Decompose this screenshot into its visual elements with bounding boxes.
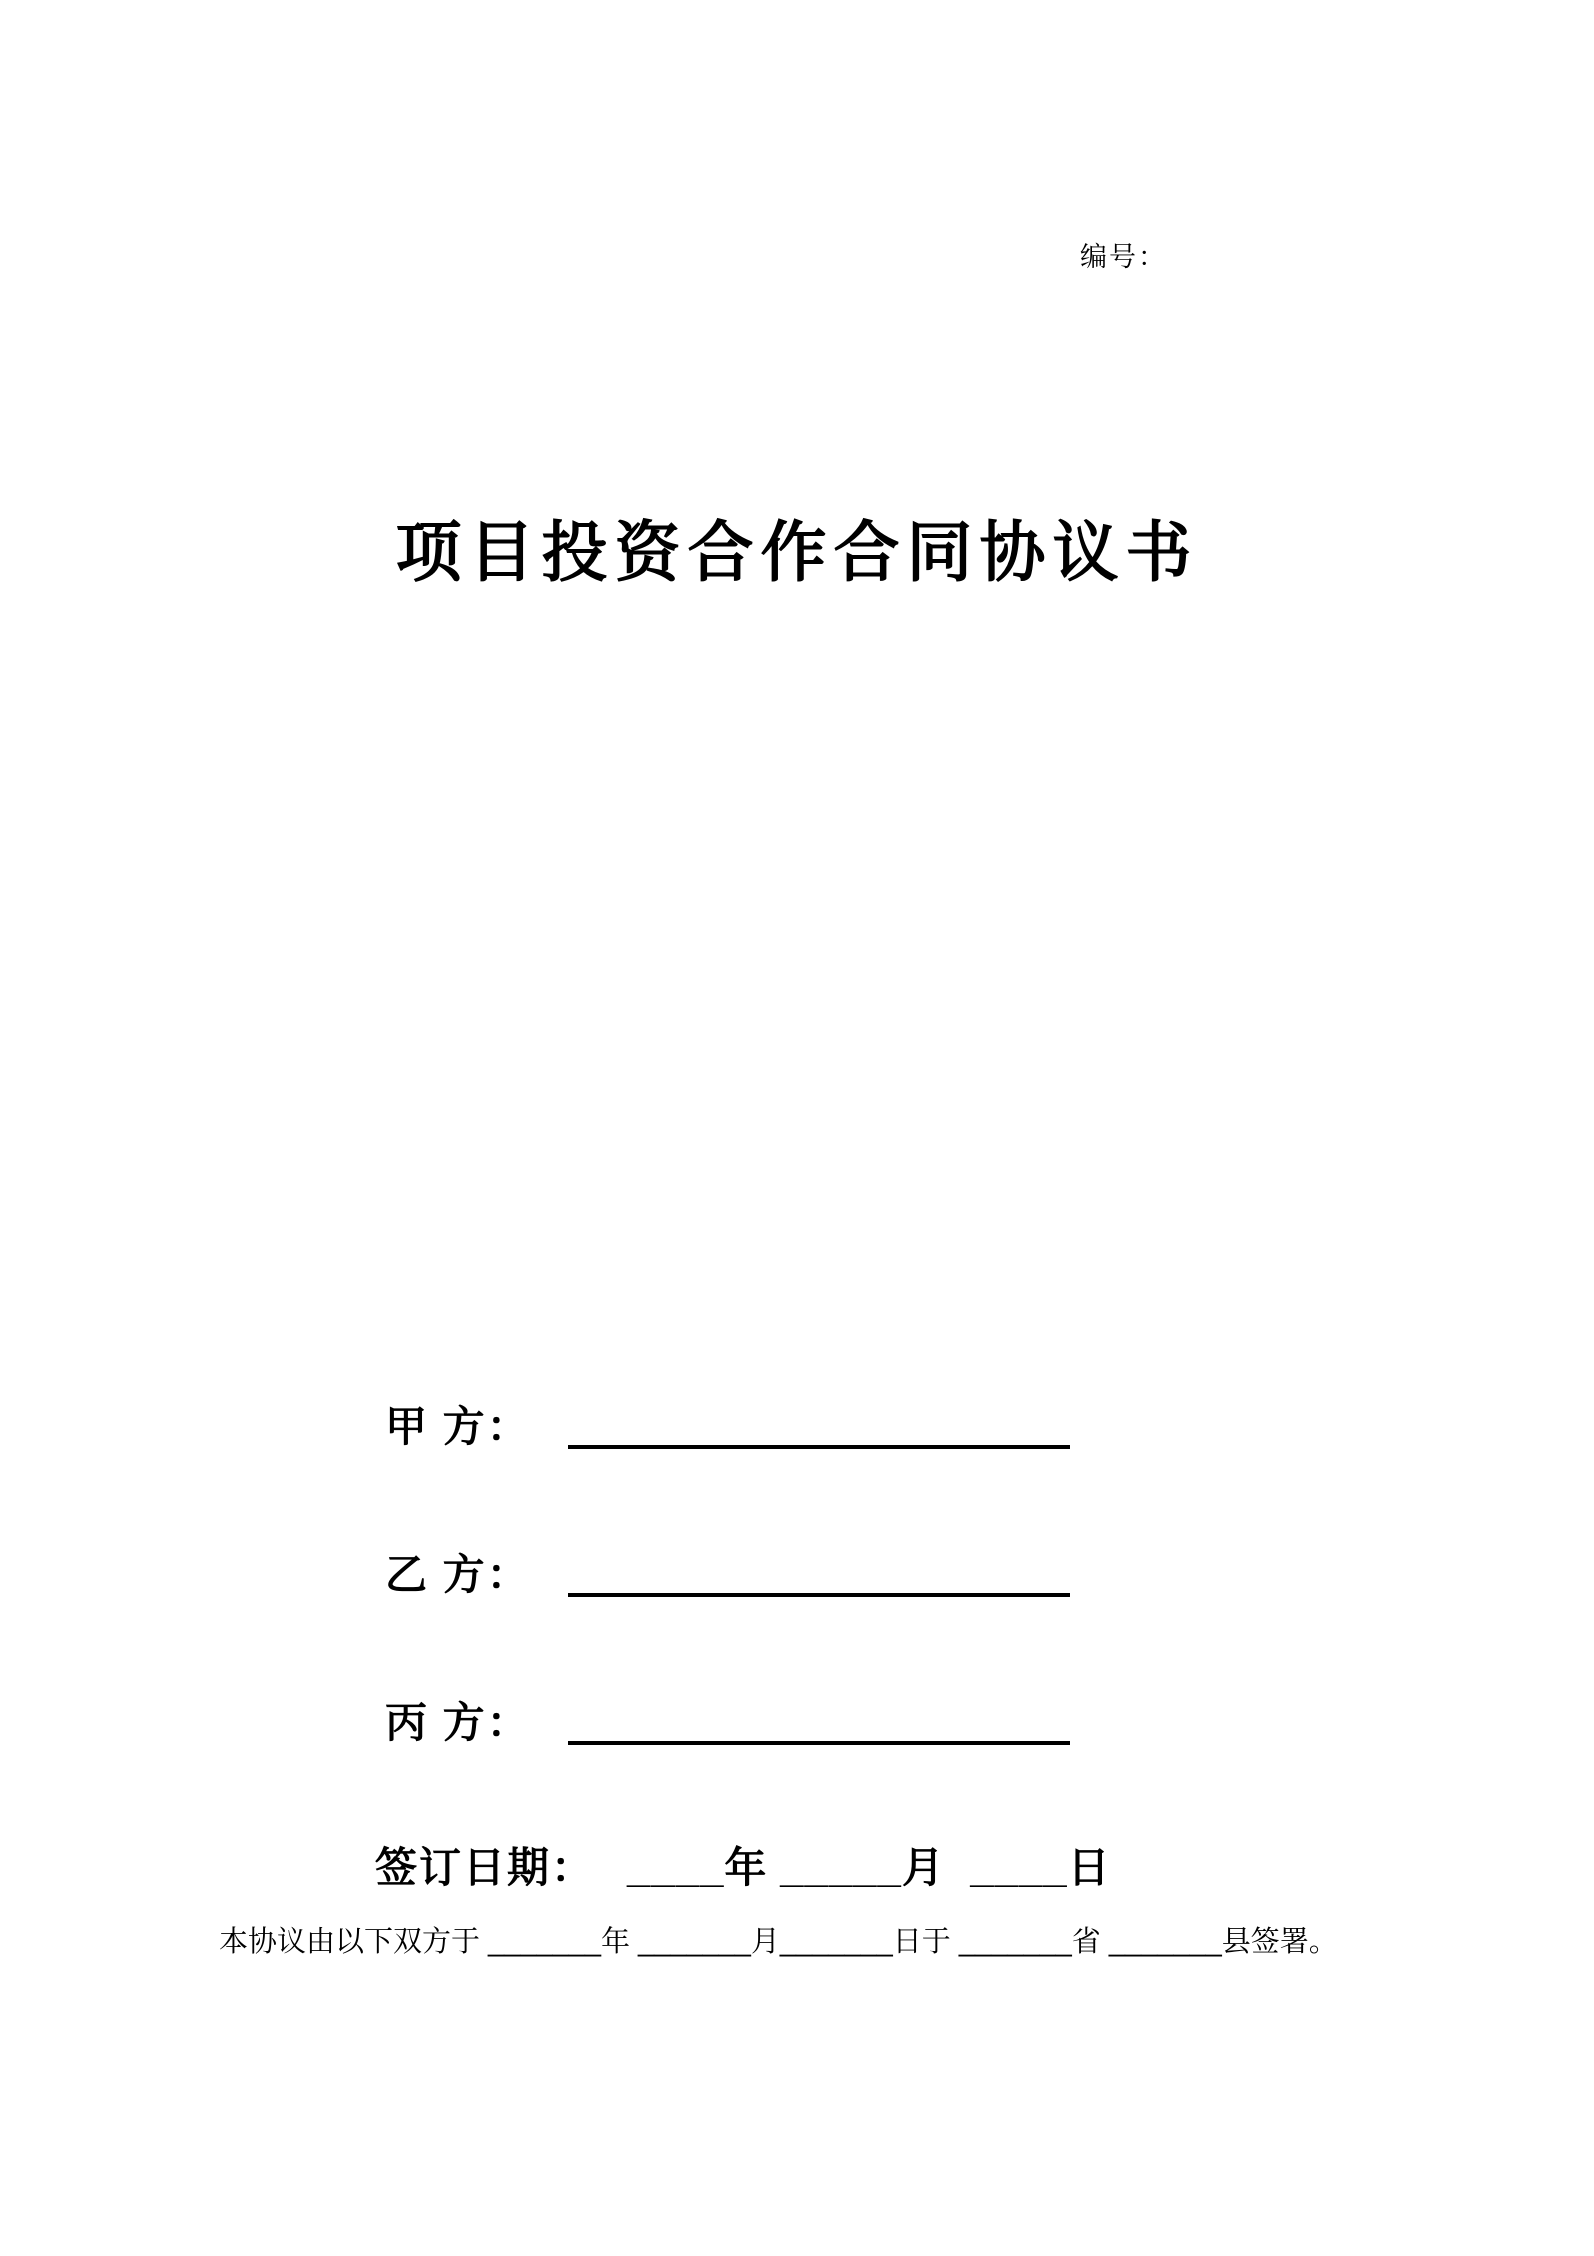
party-a-blank-line[interactable] [568, 1402, 1070, 1449]
party-c-label: 丙 方： [385, 1699, 531, 1746]
party-c-blank-line[interactable] [568, 1698, 1070, 1745]
sign-date-label: 签订日期： [375, 1844, 596, 1891]
party-b-blank-line[interactable] [568, 1550, 1070, 1597]
footer-signing-note: 本协议由以下双方于 _______年 _______月_______日于 _______省 _______县签署。 [219, 1926, 1338, 1958]
doc-number-label: 编号： [1080, 242, 1167, 272]
sign-date-row [0, 1842, 1594, 1898]
party-c-row [0, 1698, 1594, 1752]
party-b-row [0, 1550, 1594, 1604]
party-b-label: 乙 方： [385, 1551, 531, 1598]
sign-date-blanks[interactable]: ____年 _____月 ____日 [627, 1844, 1111, 1891]
page-title: 项目投资合作合同协议书 [395, 515, 1199, 589]
party-a-label: 甲 方： [385, 1403, 531, 1450]
party-a-row [0, 1402, 1594, 1456]
